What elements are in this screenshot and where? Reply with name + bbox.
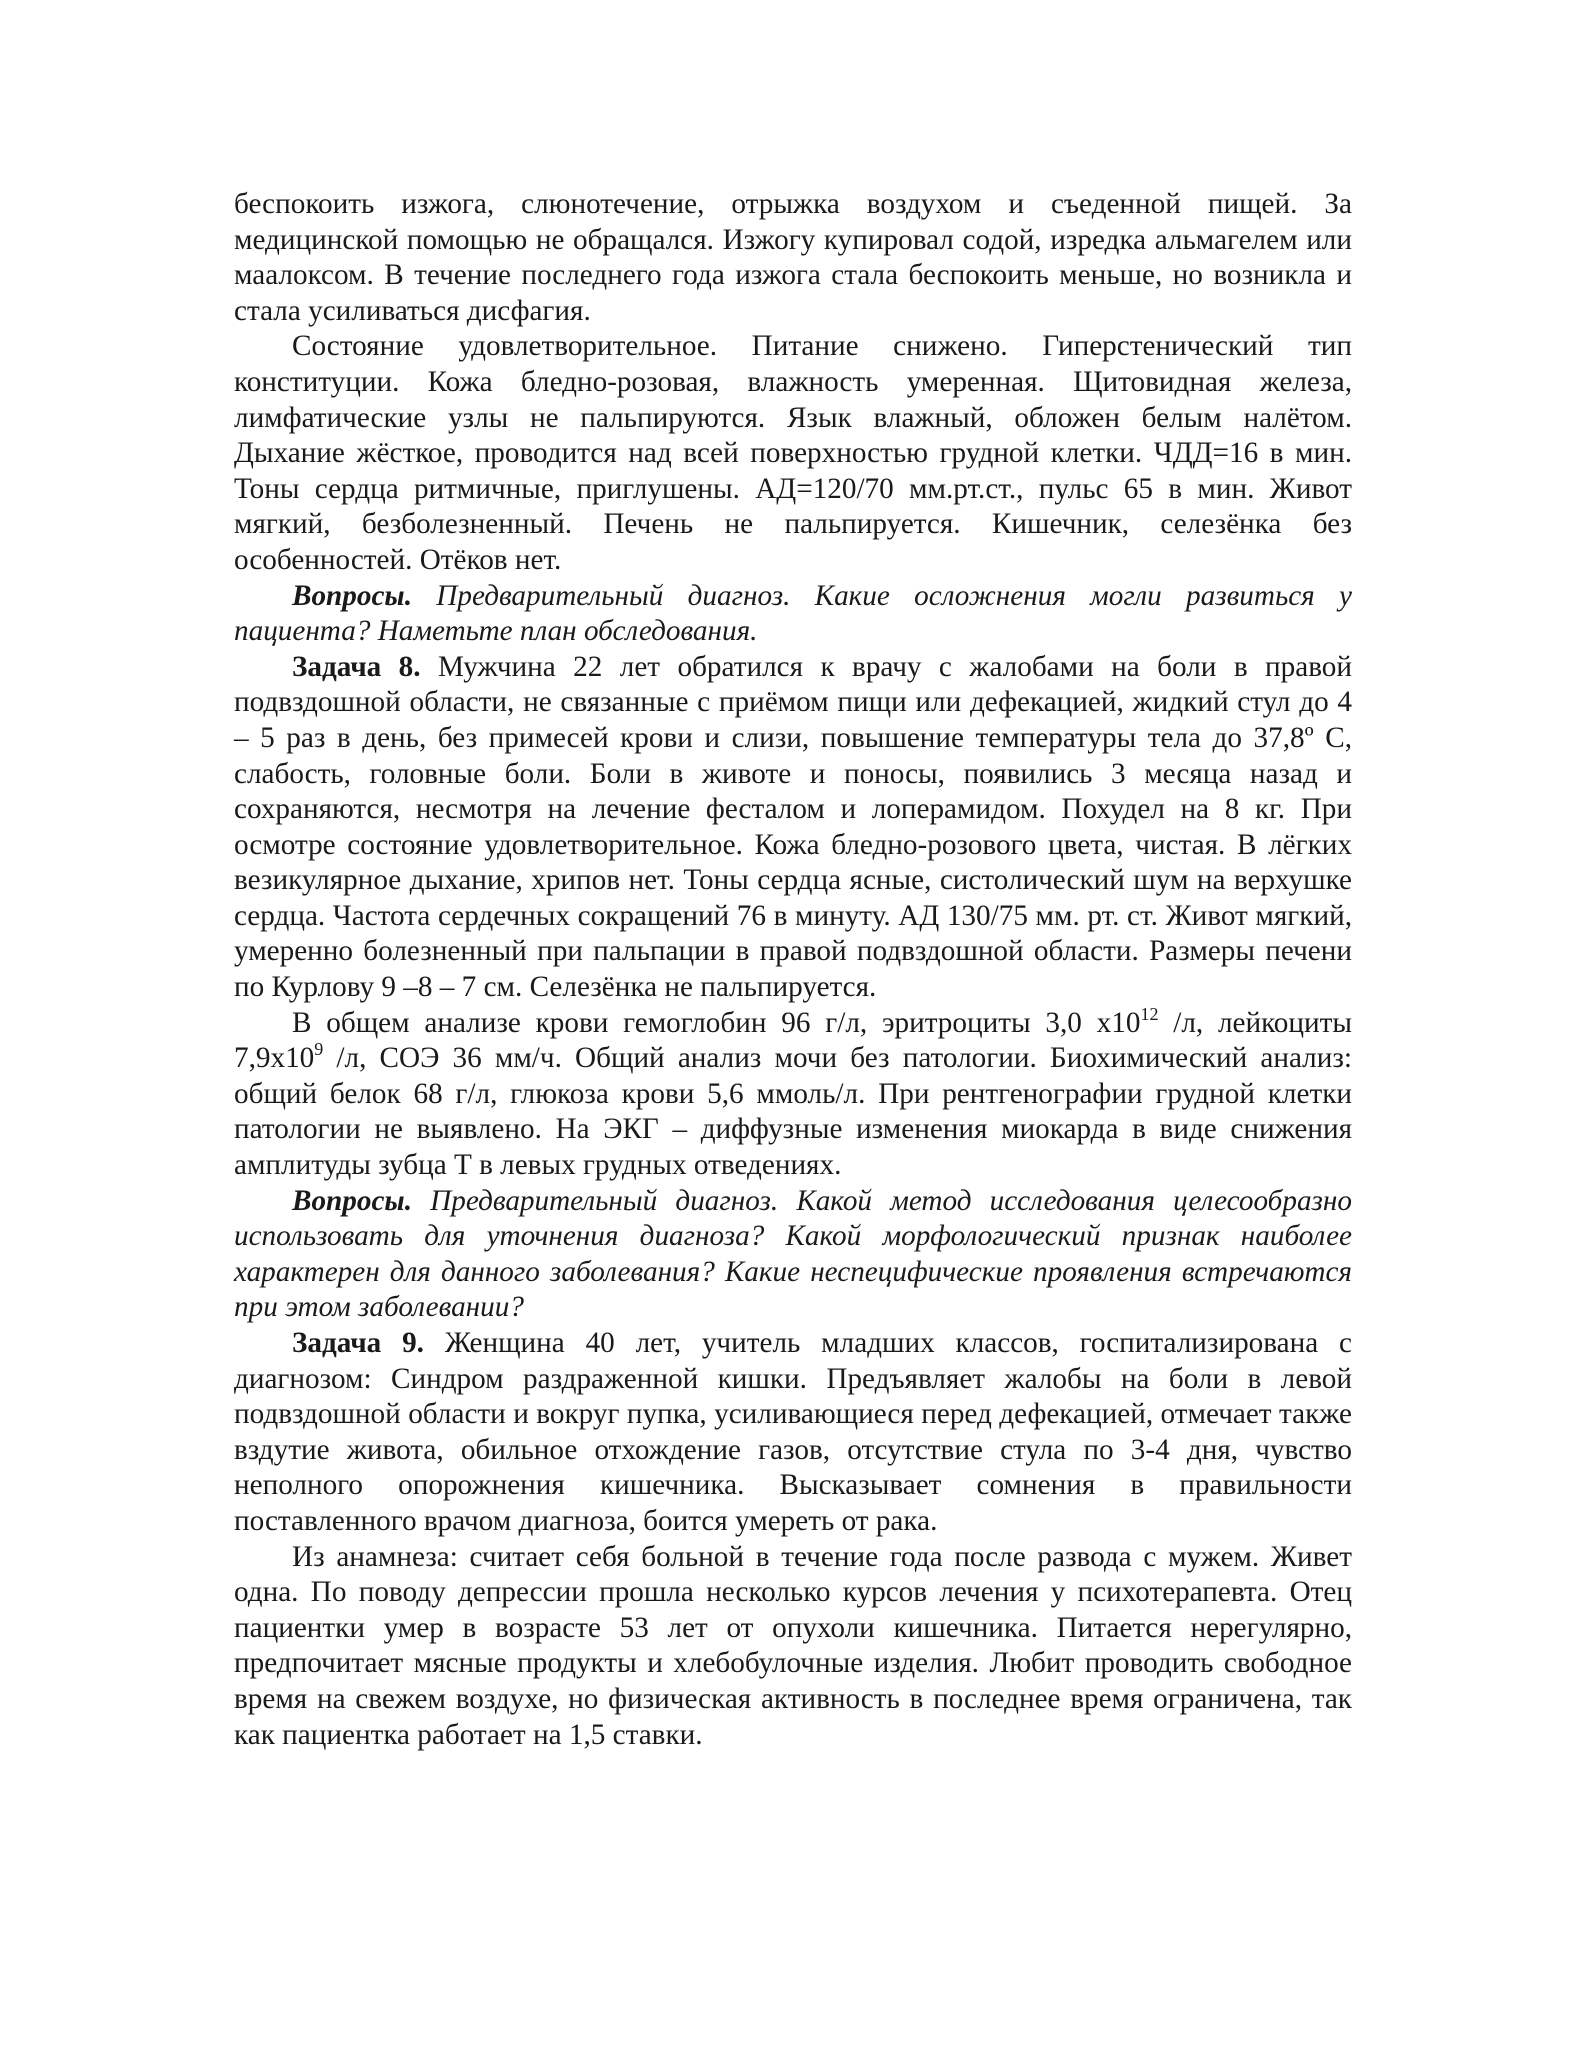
questions-label: Вопросы. <box>292 1184 412 1217</box>
task-9-text: Женщина 40 лет, учитель младших классов, госпитализирована с диагнозом: Синдром раздраженной кишки. Предъявляет жалобы на боли в левой подвздошной области и вокруг пупка, усиливающиеся перед дефекацией, отмечает также вздутие живота, обильное отхождение газов, отсутствие стула по 3-4 дня, чувство неполного опорожнения кишечника. Высказывает сомнения в правильности поставленного врачом диагноза, боится умереть от рака. <box>234 1327 1352 1537</box>
task-8 <box>234 650 1352 1006</box>
task-8-lab-results <box>234 1003 1353 1184</box>
questions-text: Предварительный диагноз. Какие осложнения могли развиться у пациента? Наметьте план обследования. <box>234 579 1352 648</box>
exponent-9: 9 <box>314 1039 324 1060</box>
task-9 <box>234 1326 1352 1540</box>
paragraph-examination: Состояние удовлетворительное. Питание снижено. Гиперстенический тип конституции. Кожа бледно-розовая, влажность умеренная. Щитовидная железа, лимфатические узлы не пальпируются. Язык влажный, обложен белым налётом. Дыхание жёсткое, проводится над всей поверхностью грудной клетки. ЧДД=16 в мин. Тоны сердца ритмичные, приглушены. АД=120/70 мм.рт.ст., пульс 65 в мин. Живот мягкий, безболезненный. Печень не пальпируется. Кишечник, селезёнка без особенностей. Отёков нет. <box>234 330 1352 576</box>
task-9-title: Задача 9. <box>292 1327 424 1359</box>
questions-task-8 <box>234 1184 1352 1326</box>
paragraph-history-continued: беспокоить изжога, слюнотечение, отрыжка воздухом и съеденной пищей. За медицинской помощью не обращался. Изжогу купировал содой, изредка альмагелем или маалоксом. В течение последнего года изжога стала беспокоить меньше, но возникла и стала усиливаться дисфагия. <box>234 188 1352 327</box>
questions-label: Вопросы. <box>292 579 412 612</box>
lab-text-part-3: /л, СОЭ 36 мм/ч. Общий анализ мочи без патологии. Биохимический анализ: общий белок 68 г/л, глюкоза крови 5,6 ммоль/л. При рентгенографии грудной клетки патологии не выявлено. На ЭКГ – диффузные изменения миокарда в виде снижения амплитуды зубца Т в левых грудных отведениях. <box>234 1042 1352 1182</box>
task-9-anamnesis: Из анамнеза: считает себя больной в течение года после развода с мужем. Живет одна. По поводу депрессии прошла несколько курсов лечения у психотерапевта. Отец пациентки умер в возрасте 53 лет от опухоли кишечника. Питается нерегулярно, предпочитает мясные продукты и хлебобулочные изделия. Любит проводить свободное время на свежем воздухе, но физическая активность в последнее время ограничена, так как пациентка работает на 1,5 ставки. <box>234 1540 1352 1751</box>
lab-text-part-1: В общем анализе крови гемоглобин 96 г/л, эритроциты 3,0 х10 <box>292 1006 1141 1039</box>
lab-text-part-2: /л, лейкоциты 7,9х10 <box>234 1006 1353 1075</box>
exponent-12: 12 <box>1140 1003 1159 1024</box>
document-page <box>234 187 1352 1753</box>
task-8-title: Задача 8. <box>292 650 421 683</box>
questions-task-7 <box>234 579 1352 650</box>
task-8-text: Мужчина 22 лет обратился к врачу с жалобами на боли в правой подвздошной области, не связанные с приёмом пищи или дефекацией, жидкий стул до 4 – 5 раз в день, без примесей крови и слизи, повышение температуры тела до 37,8º С, слабость, головные боли. Боли в животе и поносы, появились 3 месяца назад и сохраняются, несмотря на лечение фесталом и лоперамидом. Похудел на 8 кг. При осмотре состояние удовлетворительное. Кожа бледно-розового цвета, чистая. В лёгких везикулярное дыхание, хрипов нет. Тоны сердца ясные, систолический шум на верхушке сердца. Частота сердечных сокращений 76 в минуту. АД 130/75 мм. рт. ст. Живот мягкий, умеренно болезненный при пальпации в правой подвздошной области. Размеры печени по Курлову 9 –8 – 7 см. Селезёнка не пальпируется. <box>234 650 1352 1004</box>
questions-text: Предварительный диагноз. Какой метод исследования целесообразно использовать для уточнения диагноза? Какой морфологический признак наиболее характерен для данного заболевания? Какие неспецифические проявления встречаются при этом заболевании? <box>234 1184 1352 1324</box>
